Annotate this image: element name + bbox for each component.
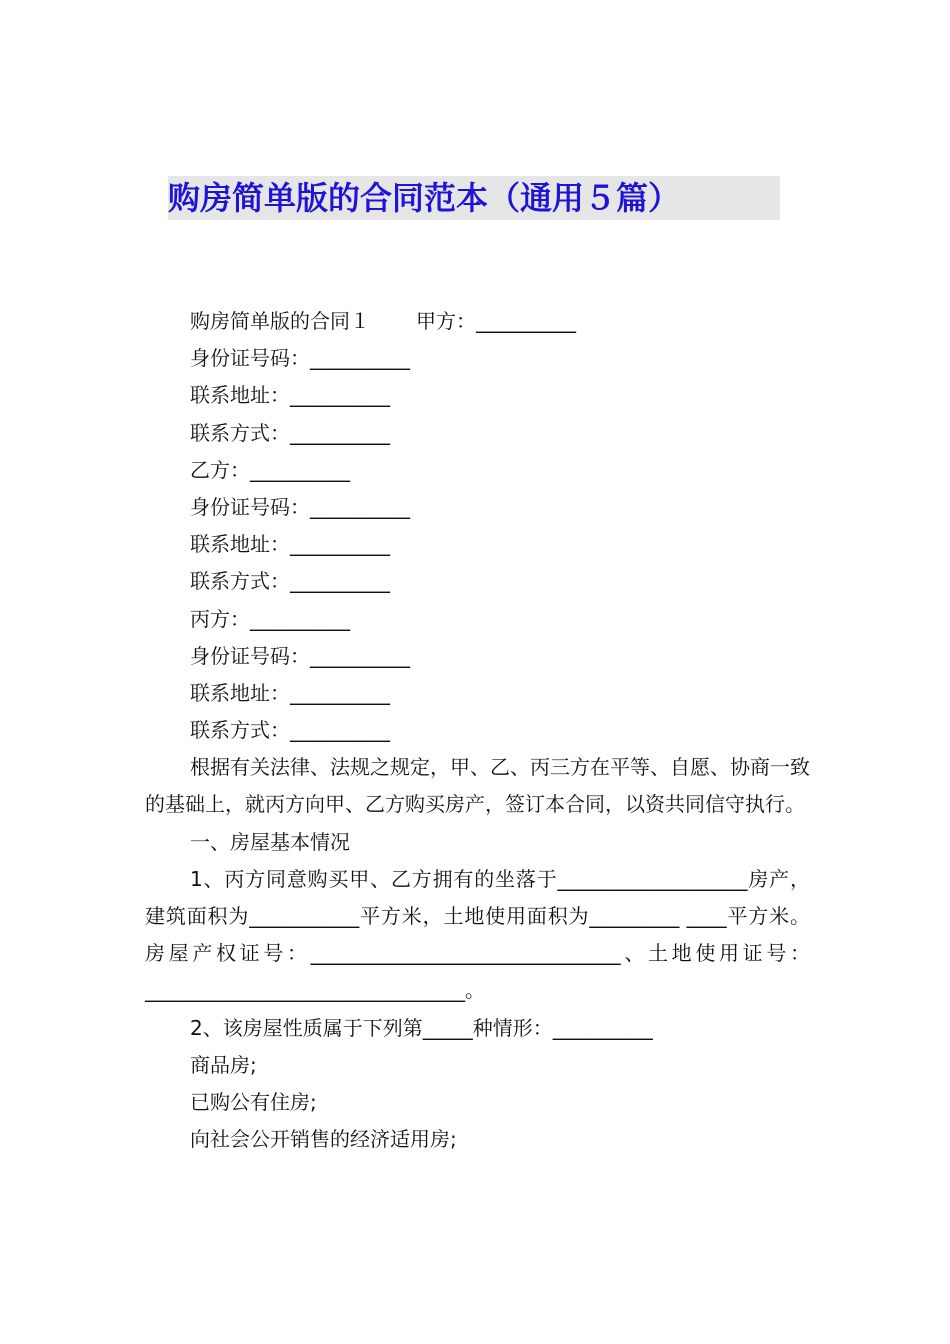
party-a-line (145, 303, 810, 340)
party-c-id-line: 身份证号码：__________ (190, 643, 410, 668)
party-b-line: 乙方：__________ (190, 457, 350, 482)
contract-heading: 购房简单版的合同１ (190, 309, 370, 333)
party-a-contact-line: 联系方式：__________ (190, 420, 390, 445)
option-affordable-housing: 向社会公开销售的经济适用房; (190, 1127, 457, 1152)
property-info-paragraph: 1、丙方同意购买甲、乙方拥有的坐落于___________________房产，建筑面积为___________平方米，土地使用面积为_________ ____平方米。房屋产权证号：_______________________________、土地使用证号：________________________________。 (145, 866, 810, 1003)
party-a-field: 甲方：__________ (416, 309, 576, 333)
party-c-contact-line: 联系方式：__________ (190, 718, 390, 743)
section-heading: 一、房屋基本情况 (190, 829, 350, 854)
option-public-housing: 已购公有住房; (190, 1090, 317, 1115)
party-c-address-line: 联系地址：__________ (190, 680, 390, 705)
party-c-line: 丙方：__________ (190, 606, 350, 631)
option-commercial: 商品房; (190, 1052, 257, 1077)
party-a-id-line: 身份证号码：__________ (190, 346, 410, 371)
party-b-id-line: 身份证号码：__________ (190, 494, 410, 519)
party-a-address-line: 联系地址：__________ (190, 383, 390, 408)
title-highlight (168, 176, 780, 220)
party-b-contact-line: 联系方式：__________ (190, 569, 390, 594)
party-b-address-line: 联系地址：__________ (190, 532, 390, 557)
preamble-paragraph: 根据有关法律、法规之规定，甲、乙、丙三方在平等、自愿、协商一致的基础上，就丙方向甲、乙方购买房产，签订本合同，以资共同信守执行。 (145, 755, 810, 817)
document-title: 购房简单版的合同范本（通用５篇） (168, 179, 681, 217)
property-type-line: 2、该房屋性质属于下列第_____种情形：__________ (190, 1015, 653, 1040)
document-body (145, 303, 810, 1158)
